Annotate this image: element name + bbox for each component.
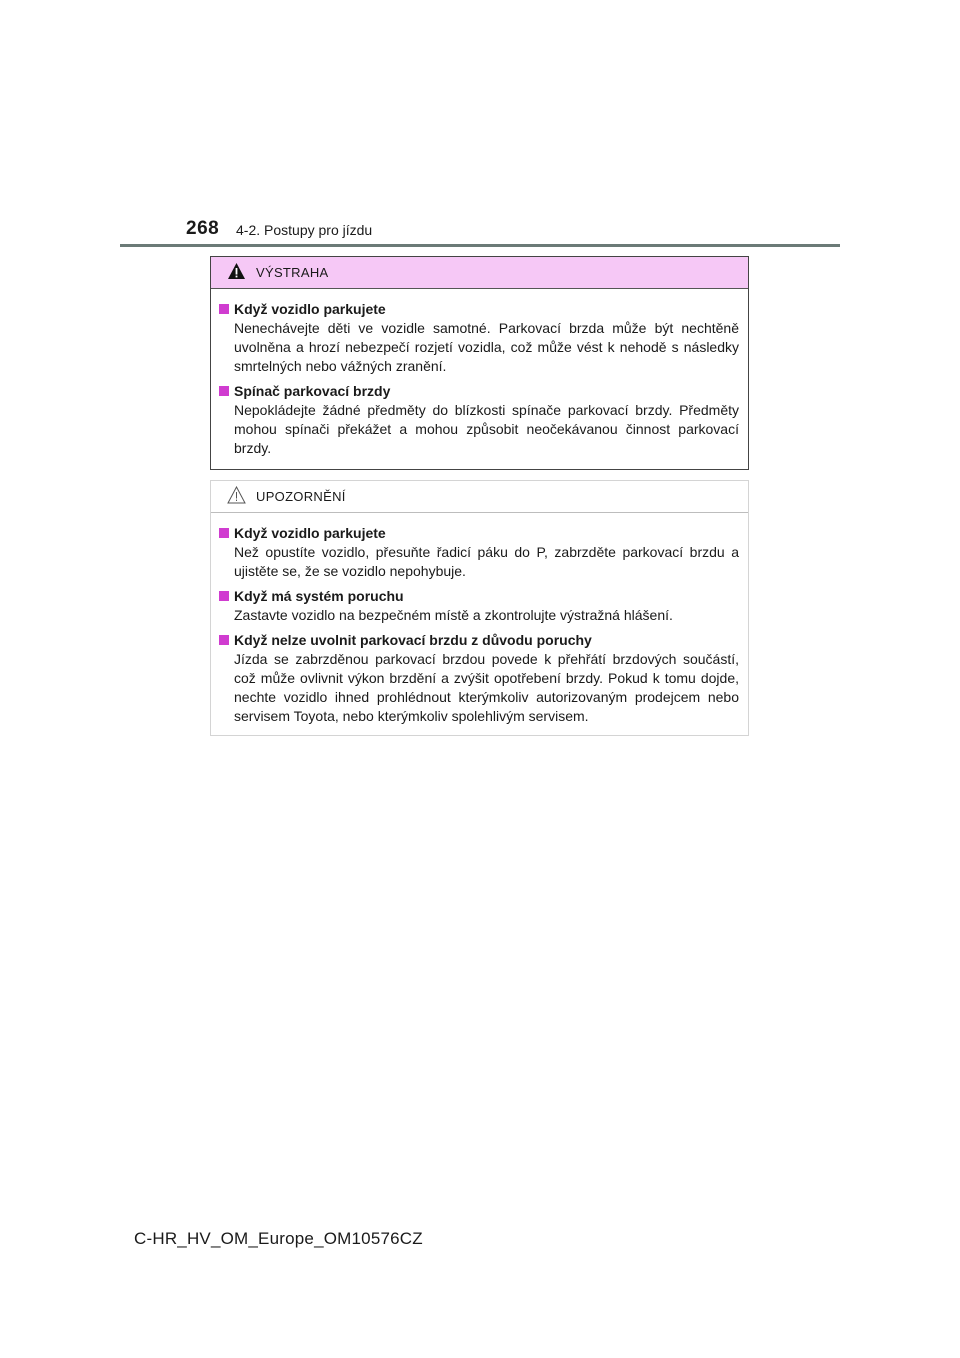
bullet-square-icon	[219, 304, 229, 314]
warning-triangle-filled-icon	[227, 262, 246, 283]
item-title: Když vozidlo parkujete	[234, 301, 386, 317]
item-text: Nepokládejte žádné předměty do blízkosti spínače parkovací brzdy. Předměty mohou spínači překážet a mohou způsobit neočekávanou činnost parkovací brzdy.	[234, 402, 739, 456]
bullet-square-icon	[219, 635, 229, 645]
item-text: Zastavte vozidlo na bezpečném místě a zkontrolujte výstražná hlášení.	[234, 607, 673, 623]
item-title: Když vozidlo parkujete	[234, 525, 386, 541]
warning-title: VÝSTRAHA	[256, 265, 329, 280]
page-header	[0, 218, 960, 248]
bullet-square-icon	[219, 528, 229, 538]
page-number: 268	[186, 218, 220, 239]
caution-box-header	[211, 481, 748, 513]
caution-box	[210, 480, 749, 736]
chapter-title: 4-2. Postupy pro jízdu	[236, 222, 373, 238]
caution-item-malfunction	[219, 586, 739, 625]
item-text: Jízda se zabrzděnou parkovací brzdou povede k přehřátí brzdových součástí, což může ovlivnit výkon brzdění a zvýšit opotřebení brzdy. Pokud k tomu dojde, nechte vozidlo ihned prohlédnout kterýmkoliv autorizovaným prodejcem nebo servisem Toyota, nebo kterýmkoliv spolehlivým servisem.	[234, 651, 739, 724]
bullet-square-icon	[219, 386, 229, 396]
document-code: C-HR_HV_OM_Europe_OM10576CZ	[134, 1229, 423, 1248]
warning-box-header	[211, 257, 748, 289]
item-title: Spínač parkovací brzdy	[234, 383, 391, 399]
item-text: Než opustíte vozidlo, přesuňte řadicí páku do P, zabrzděte parkovací brzdu a ujistěte se, že se vozidlo nepohybuje.	[234, 544, 739, 579]
caution-item-parking	[219, 523, 739, 581]
header-divider	[120, 244, 840, 247]
caution-title: UPOZORNĚNÍ	[256, 489, 346, 504]
caution-triangle-outline-icon	[227, 486, 246, 507]
bullet-square-icon	[219, 591, 229, 601]
item-text: Nenechávejte děti ve vozidle samotné. Parkovací brzda může být nechtěně uvolněna a hrozí nebezpečí rozjetí vozidla, což může vést k nehodě s následky smrtelných nebo vážných zranění.	[234, 320, 739, 374]
warning-item-parking	[219, 299, 739, 376]
warning-item-brake-switch	[219, 381, 739, 458]
item-title: Když nelze uvolnit parkovací brzdu z důvodu poruchy	[234, 632, 592, 648]
item-title: Když má systém poruchu	[234, 588, 404, 604]
caution-box-body	[211, 513, 748, 726]
warning-box	[210, 256, 749, 470]
caution-item-cannot-release	[219, 630, 739, 726]
warning-box-body	[211, 289, 748, 458]
